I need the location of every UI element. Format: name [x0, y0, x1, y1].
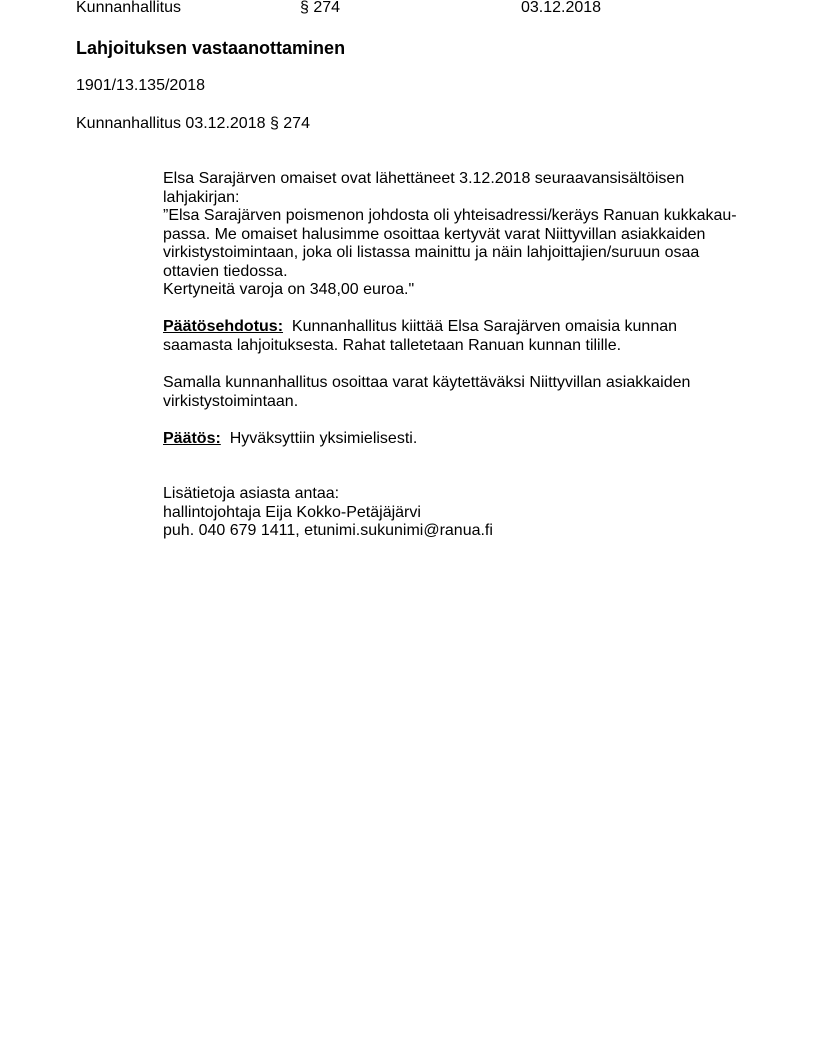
contact-line: puh. 040 679 1411, etunimi.sukunimi@ranua.fi	[163, 522, 493, 539]
page-title: Lahjoituksen vastaanottaminen	[76, 38, 346, 58]
proposal-text: saamasta lahjoituksesta. Rahat talletetaan Ranuan kunnan tilille.	[163, 336, 622, 354]
meeting-reference: Kunnanhallitus 03.12.2018 § 274	[76, 115, 310, 132]
contact-line: Lisätietoja asiasta antaa:	[163, 485, 340, 502]
header-date: 03.12.2018	[521, 0, 602, 16]
diary-number: 1901/13.135/2018	[76, 77, 206, 94]
decision-text: Hyväksyttiin yksimielisesti.	[229, 430, 418, 447]
contact-info	[163, 485, 763, 541]
description-paragraph	[163, 170, 763, 300]
description-line: lahjakirjan:	[163, 188, 240, 206]
header-section-number: § 274	[300, 0, 341, 16]
description-line: Elsa Sarajärven omaiset ovat lähettäneet 3.12.2018 seuraavansisältöisen	[163, 170, 685, 187]
contact-line: hallintojohtaja Eija Kokko-Petäjäjärvi	[163, 503, 421, 521]
decision-paragraph	[163, 430, 763, 449]
description-line: ottavien tiedossa.	[163, 262, 288, 280]
description-line: ”Elsa Sarajärven poismenon johdosta oli yhteisadressi/keräys Ranuan kukkakau-	[163, 207, 737, 224]
header-body-name: Kunnanhallitus	[76, 0, 181, 16]
description-line: virkistystoimintaan, joka oli listassa mainittu ja näin lahjoittajien/suruun osaa	[163, 244, 700, 261]
proposal-text: Kunnanhallitus kiittää Elsa Sarajärven omaisia kunnan	[291, 318, 678, 335]
additional-paragraph	[163, 374, 763, 411]
description-line: Kertyneitä varoja on 348,00 euroa."	[163, 281, 415, 298]
decision-label: Päätös:	[163, 430, 221, 447]
additional-line: Samalla kunnanhallitus osoittaa varat käytettäväksi Niittyvillan asiakkaiden	[163, 374, 691, 391]
additional-line: virkistystoimintaan.	[163, 392, 299, 410]
proposal-label: Päätösehdotus:	[163, 318, 284, 335]
description-line: passa. Me omaiset halusimme osoittaa kertyvät varat Niittyvillan asiakkaiden	[163, 225, 706, 243]
proposal-paragraph	[163, 318, 763, 355]
